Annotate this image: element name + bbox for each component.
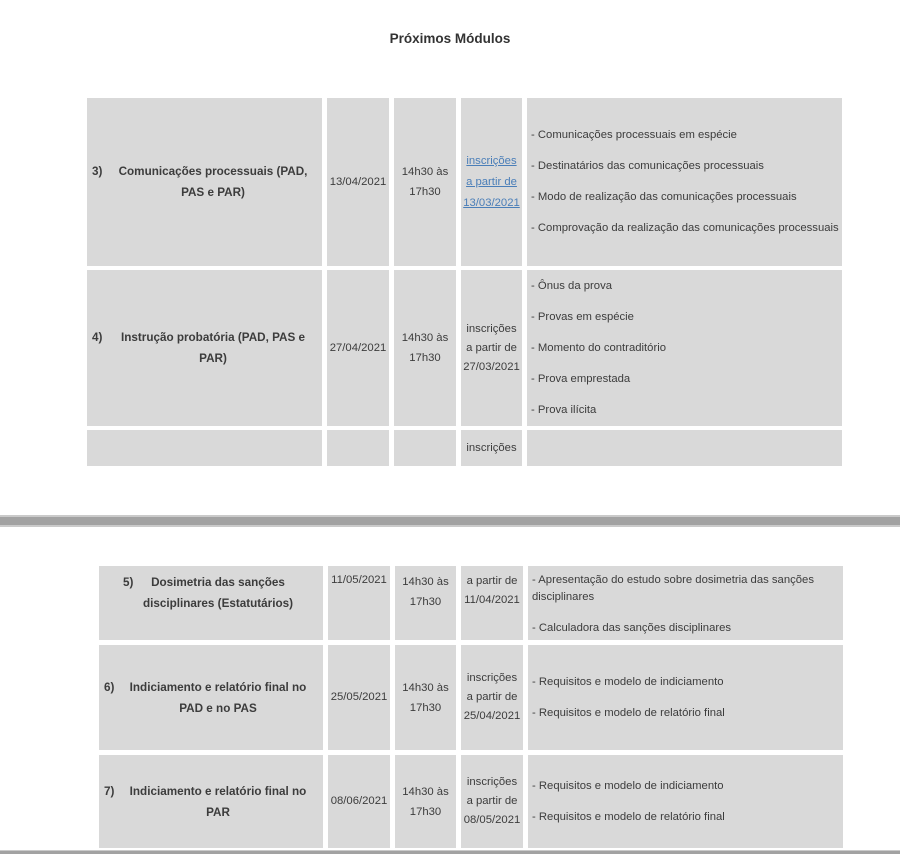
enrollment-line: 27/03/2021 — [463, 360, 520, 373]
time-cell — [394, 430, 456, 466]
enrollment-line: a partir de — [466, 341, 517, 354]
module-title — [99, 781, 323, 823]
page-separator — [0, 515, 900, 527]
module-number: 5) — [123, 576, 134, 589]
topics-cell — [528, 645, 843, 750]
enrollment-line: a partir de — [466, 691, 518, 703]
topic-item: - Ônus da prova — [531, 279, 613, 292]
enrollment-line: inscrições — [466, 322, 517, 335]
schedule-table-1 — [87, 98, 843, 466]
topic-item: - Prova emprestada — [531, 372, 631, 385]
time-line: 17h30 — [409, 186, 441, 198]
module-cell — [99, 645, 323, 750]
time-cell — [395, 566, 456, 640]
time-cell — [394, 98, 456, 266]
module-number: 6) — [104, 680, 115, 694]
page-separator-bottom — [0, 850, 900, 854]
date-cell: 27/04/2021 — [327, 270, 389, 426]
time-line: 17h30 — [409, 596, 442, 608]
module-title — [87, 161, 322, 203]
page-title: Próximos Módulos — [389, 31, 511, 46]
enrollment-line: a partir de — [466, 575, 518, 587]
date-cell — [327, 430, 389, 466]
time-line: 14h30 às — [401, 166, 449, 178]
enrollment-cell — [461, 566, 523, 640]
topic-item: - Provas em espécie — [531, 310, 634, 323]
enrollment-cell — [461, 645, 523, 750]
topic-item: - Destinatários das comunicações processuais — [531, 160, 764, 172]
enrollment-line: 08/05/2021 — [463, 814, 521, 826]
enrollment-line: inscrições — [466, 776, 518, 788]
enrollment-text — [461, 669, 523, 726]
enrollment-line: a partir de — [466, 175, 517, 188]
enrollment-line: 11/04/2021 — [464, 594, 520, 606]
time-cell — [395, 645, 456, 750]
topic-item: - Requisitos e modelo de relatório final — [532, 706, 725, 719]
enrollment-cell — [461, 98, 522, 266]
topic-item: - Comprovação da realização das comunicações processuais — [531, 222, 839, 234]
table-row — [99, 566, 843, 640]
enrollment-line: inscrições — [466, 154, 517, 167]
topics-cell — [528, 566, 843, 640]
topics-cell — [528, 755, 843, 848]
date-cell: 08/06/2021 — [328, 755, 390, 848]
module-cell — [87, 270, 322, 426]
enrollment-text — [461, 572, 523, 610]
topic-item: - Requisitos e modelo de indiciamento — [532, 779, 724, 792]
table-row — [87, 270, 843, 426]
module-title — [99, 677, 323, 719]
enrollment-line: inscrições — [466, 441, 517, 454]
time-line: 17h30 — [409, 805, 442, 818]
topic-item: - Comunicações processuais em espécie — [531, 129, 737, 141]
enrollment-text — [461, 773, 523, 830]
topic-item: - Calculadora das sanções disciplinares — [532, 622, 732, 634]
time-line: 14h30 às — [402, 785, 449, 798]
topic-item: - Requisitos e modelo de relatório final — [532, 810, 725, 823]
topic-item: - Momento do contraditório — [531, 341, 667, 354]
date-cell: 11/05/2021 — [328, 566, 390, 640]
table-row — [87, 430, 843, 466]
module-title-text: Indiciamento e relatório final no PAD e no PAS — [129, 680, 307, 715]
topics-cell — [527, 270, 842, 426]
time-line: 17h30 — [409, 352, 441, 364]
enrollment-link[interactable] — [461, 151, 522, 214]
enrollment-text — [461, 439, 522, 458]
enrollment-line: 13/03/2021 — [463, 196, 520, 209]
module-title-text: Comunicações processuais (PAD, PAS e PAR) — [118, 165, 308, 199]
module-number: 3) — [92, 165, 103, 178]
module-cell — [99, 566, 323, 640]
module-title-text: Dosimetria das sanções disciplinares (Estatutários) — [142, 576, 294, 610]
table-row — [87, 98, 843, 266]
schedule-table-2 — [99, 566, 843, 848]
topics-cell — [527, 430, 842, 466]
module-cell — [99, 755, 323, 848]
module-title-text: Indiciamento e relatório final no PAR — [129, 784, 307, 819]
date-cell: 13/04/2021 — [327, 98, 389, 266]
time-cell — [395, 755, 456, 848]
enrollment-line: inscrições — [466, 672, 518, 684]
time-line: 14h30 às — [401, 332, 449, 344]
enrollment-cell — [461, 430, 522, 466]
time-line: 17h30 — [409, 701, 442, 714]
topics-cell — [527, 98, 842, 266]
module-cell — [87, 430, 322, 466]
time-line: 14h30 às — [402, 576, 449, 588]
table-row — [99, 645, 843, 750]
date-cell: 25/05/2021 — [328, 645, 390, 750]
table-row — [99, 755, 843, 848]
module-title — [99, 572, 323, 614]
module-number: 4) — [92, 331, 103, 344]
module-cell — [87, 98, 322, 266]
module-title-text: Instrução probatória (PAD, PAS e PAR) — [121, 331, 305, 365]
time-line: 14h30 às — [402, 681, 449, 694]
enrollment-cell — [461, 755, 523, 848]
enrollment-cell — [461, 270, 522, 426]
module-number: 7) — [104, 784, 115, 798]
module-title — [87, 327, 322, 369]
topic-item: - Apresentação do estudo sobre dosimetria das sanções disciplinares — [532, 574, 814, 603]
time-cell — [394, 270, 456, 426]
enrollment-text — [461, 320, 522, 377]
topic-item: - Requisitos e modelo de indiciamento — [532, 675, 724, 688]
enrollment-line: 25/04/2021 — [463, 710, 521, 722]
topic-item: - Modo de realização das comunicações processuais — [531, 191, 797, 203]
enrollment-line: a partir de — [466, 795, 518, 807]
topic-item: - Prova ilícita — [531, 403, 597, 416]
